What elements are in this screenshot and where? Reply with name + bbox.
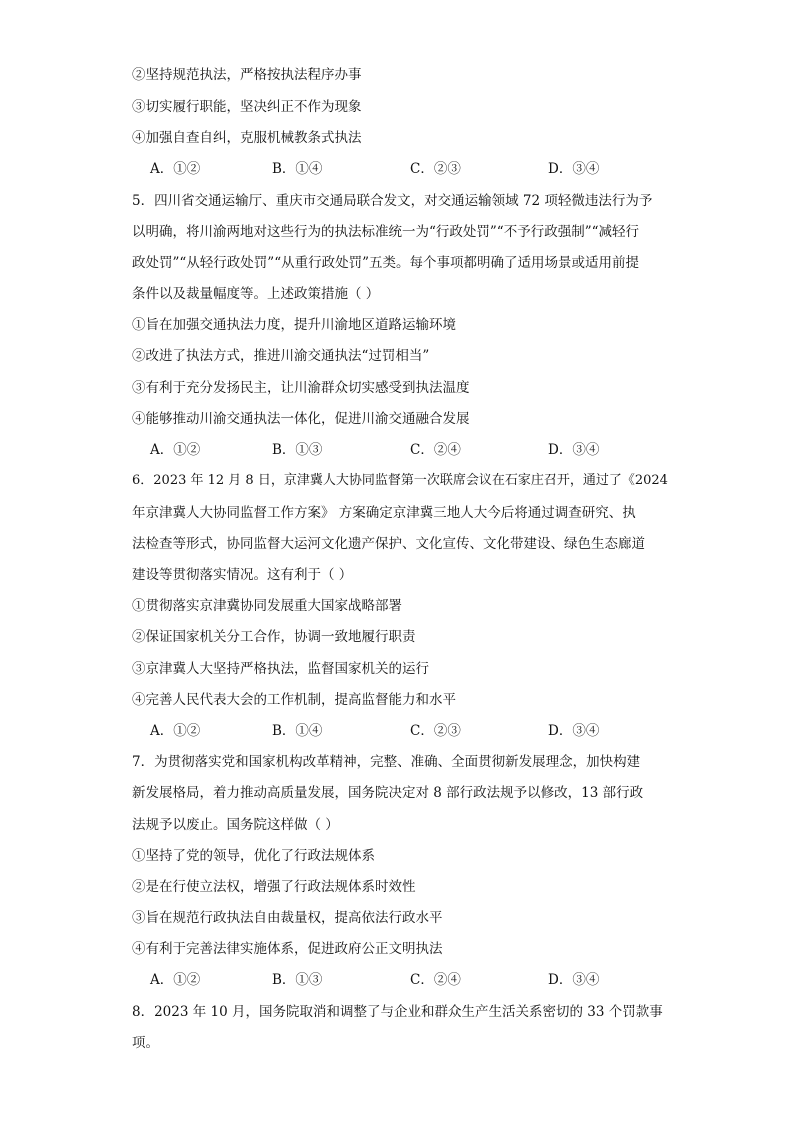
q5-option-c[interactable]: C．②④ bbox=[410, 442, 461, 458]
q5-item-4: ④能够推动川渝交通执法一体化，促进川渝交通融合发展 bbox=[132, 411, 470, 427]
q8-stem-line-1: 8．2023 年 10 月，国务院取消和调整了与企业和群众生产生活关系密切的 33 个罚款事 bbox=[132, 1004, 663, 1020]
q7-option-a[interactable]: A．①② bbox=[150, 972, 201, 988]
q4-option-b[interactable]: B．①④ bbox=[272, 161, 323, 177]
q6-option-b[interactable]: B．①④ bbox=[272, 723, 323, 739]
q4-item-4: ④加强自查自纠，克服机械教条式执法 bbox=[132, 130, 362, 146]
q5-stem-line-3: 政处罚”“从轻行政处罚”“从重行政处罚”五类。每个事项都明确了适用场景或适用前提 bbox=[132, 255, 640, 271]
q7-option-d[interactable]: D．③④ bbox=[548, 972, 600, 988]
q7-stem-line-2: 新发展格局，着力推动高质量发展，国务院决定对 8 部行政法规予以修改，13 部行政 bbox=[132, 785, 644, 801]
q6-item-1: ①贯彻落实京津冀协同发展重大国家战略部署 bbox=[132, 598, 402, 614]
q6-item-2: ②保证国家机关分工合作，协调一致地履行职责 bbox=[132, 629, 416, 645]
q7-item-4: ④有利于完善法律实施体系，促进政府公正文明执法 bbox=[132, 941, 443, 957]
q5-stem-line-1: 5．四川省交通运输厅、重庆市交通局联合发文，对交通运输领域 72 项轻微违法行为予 bbox=[132, 193, 653, 209]
q5-item-2: ②改进了执法方式，推进川渝交通执法“过罚相当” bbox=[132, 348, 430, 364]
q5-option-b[interactable]: B．①③ bbox=[272, 442, 323, 458]
q4-item-3: ③切实履行职能，坚决纠正不作为现象 bbox=[132, 99, 362, 115]
q6-option-c[interactable]: C．②③ bbox=[410, 723, 461, 739]
q6-stem-line-3: 法检查等形式，协同监督大运河文化遗产保护、文化宣传、文化带建设、绿色生态廊道 bbox=[132, 536, 645, 552]
q4-item-2: ②坚持规范执法，严格按执法程序办事 bbox=[132, 67, 362, 83]
q5-stem-line-4: 条件以及裁量幅度等。上述政策措施（ ） bbox=[132, 286, 380, 302]
q7-stem-line-3: 法规予以废止。国务院这样做（ ） bbox=[132, 817, 339, 833]
q7-item-2: ②是在行使立法权，增强了行政法规体系时效性 bbox=[132, 879, 416, 895]
q7-option-b[interactable]: B．①③ bbox=[272, 972, 323, 988]
q6-option-a[interactable]: A．①② bbox=[150, 723, 201, 739]
q6-item-4: ④完善人民代表大会的工作机制，提高监督能力和水平 bbox=[132, 692, 456, 708]
q8-stem-line-2: 项。 bbox=[132, 1035, 159, 1051]
q5-item-3: ③有利于充分发扬民主，让川渝群众切实感受到执法温度 bbox=[132, 380, 470, 396]
q5-option-d[interactable]: D．③④ bbox=[548, 442, 600, 458]
q6-stem-line-2: 年京津冀人大协同监督工作方案》 方案确定京津冀三地人大今后将通过调查研究、执 bbox=[132, 505, 636, 521]
q4-option-a[interactable]: A．①② bbox=[150, 161, 201, 177]
q4-option-c[interactable]: C．②③ bbox=[410, 161, 461, 177]
q6-stem-line-4: 建设等贯彻落实情况。这有利于（ ） bbox=[132, 567, 353, 583]
q6-item-3: ③京津冀人大坚持严格执法，监督国家机关的运行 bbox=[132, 661, 429, 677]
q5-stem-line-2: 以明确，将川渝两地对这些行为的执法标准统一为“行政处罚”“不予行政强制”“减轻行 bbox=[132, 224, 640, 240]
q7-item-3: ③旨在规范行政执法自由裁量权，提高依法行政水平 bbox=[132, 910, 443, 926]
q7-item-1: ①坚持了党的领导，优化了行政法规体系 bbox=[132, 848, 375, 864]
q4-option-d[interactable]: D．③④ bbox=[548, 161, 600, 177]
q5-item-1: ①旨在加强交通执法力度，提升川渝地区道路运输环境 bbox=[132, 317, 456, 333]
q7-option-c[interactable]: C．②④ bbox=[410, 972, 461, 988]
q6-stem-line-1: 6．2023 年 12 月 8 日，京津冀人大协同监督第一次联席会议在石家庄召开，通过了《2024 bbox=[132, 473, 668, 488]
q7-stem-line-1: 7．为贯彻落实党和国家机构改革精神，完整、准确、全面贯彻新发展理念，加快构建 bbox=[132, 754, 641, 770]
q6-option-d[interactable]: D．③④ bbox=[548, 723, 600, 739]
q5-option-a[interactable]: A．①② bbox=[150, 442, 201, 458]
